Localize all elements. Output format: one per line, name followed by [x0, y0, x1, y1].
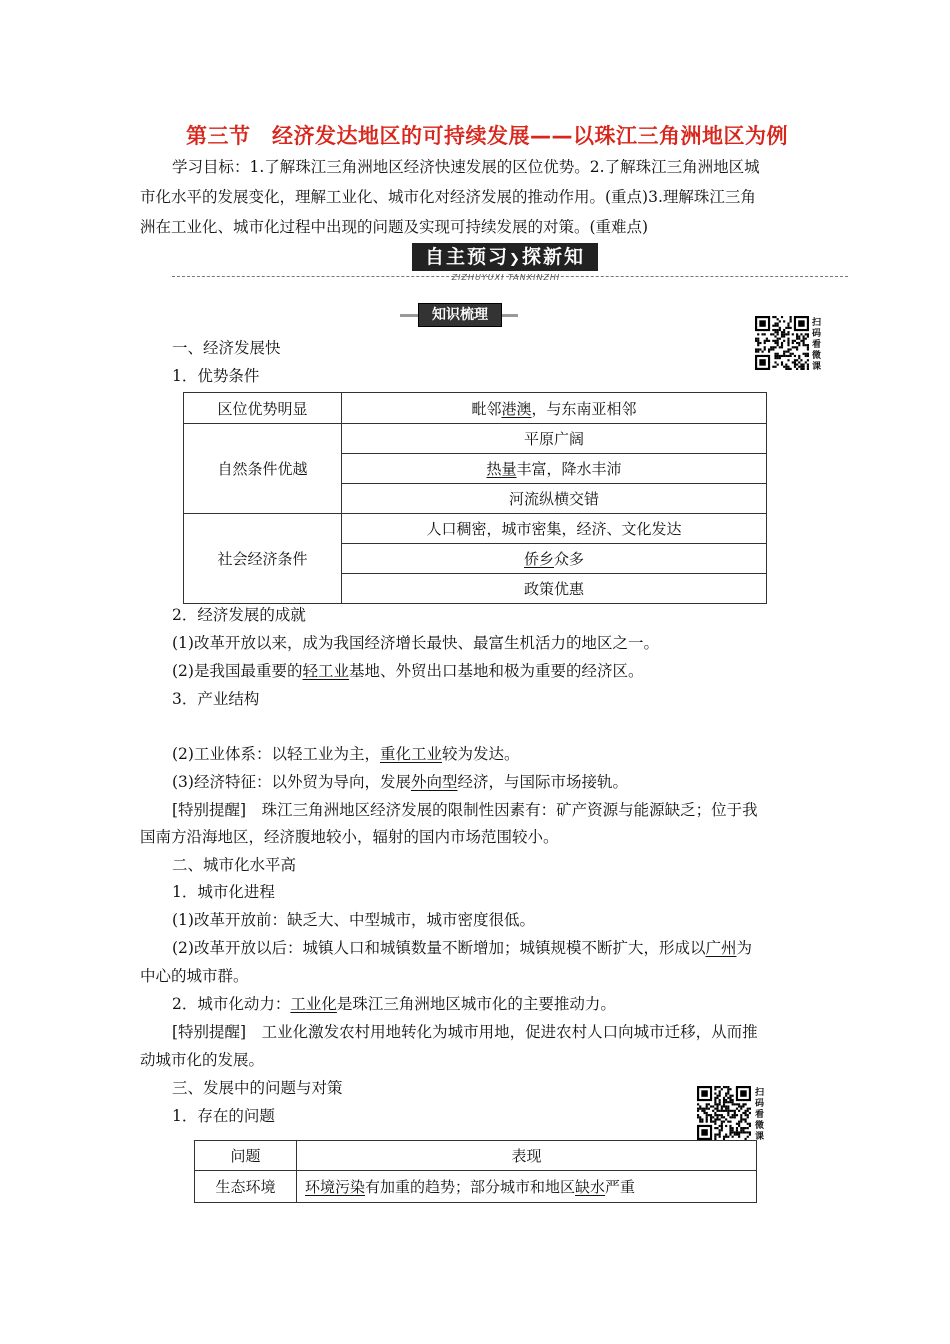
table-header-cell: 问题	[195, 1141, 297, 1171]
table-header-row	[195, 1141, 757, 1171]
table-row	[195, 1171, 757, 1203]
objectives-line-1: 学习目标：1.了解珠江三角洲地区经济快速发展的区位优势。2.了解珠江三角洲地区城	[172, 158, 760, 176]
s1-item-3: 3．产业结构	[172, 690, 260, 708]
s1-tip: [特别提醒] 珠江三角洲地区经济发展的限制性因素有：矿产资源与能源缺乏；位于我	[172, 801, 758, 819]
table-row	[184, 393, 767, 424]
objectives-line-3: 洲在工业化、城市化过程中出现的问题及实现可持续发展的对策。(重难点)	[140, 218, 649, 236]
s2-item-1: 1．城市化进程	[172, 883, 275, 901]
table-cell-value: 毗邻港澳，与东南亚相邻	[342, 393, 767, 424]
qr-label: 扫码看微课	[755, 1088, 765, 1142]
table-cell-label: 社会经济条件	[184, 514, 342, 604]
table-cell-value: 侨乡众多	[342, 544, 767, 574]
table-row	[184, 514, 767, 544]
banner-subtitle: ZIZHUYUXI TANXINZHI	[451, 273, 561, 282]
table-cell-value: 热量丰富，降水丰沛	[342, 454, 767, 484]
section-banner	[172, 243, 848, 283]
banner-title: 自主预习	[425, 246, 510, 268]
objectives-line-2: 市化水平的发展变化，理解工业化、城市化对经济发展的推动作用。(重点)3.理解珠江三角	[140, 188, 756, 206]
s1-para-2: (2)是我国最重要的轻工业基地、外贸出口基地和极为重要的经济区。	[172, 662, 644, 680]
s1-para-1: (1)改革开放以来，成为我国经济增长最快、最富生机活力的地区之一。	[172, 634, 659, 652]
s1-heading: 一、经济发展快	[172, 339, 281, 357]
s1-item-2: 2．经济发展的成就	[172, 606, 306, 624]
table-cell-value: 环境污染有加重的趋势；部分城市和地区缺水严重	[297, 1171, 757, 1203]
qr-code-icon[interactable]	[697, 1086, 751, 1140]
qr-code-icon[interactable]	[755, 316, 809, 370]
table-header-cell: 表现	[297, 1141, 757, 1171]
problems-table	[194, 1140, 757, 1203]
s2-tip: [特别提醒] 工业化激发农村用地转化为城市用地，促进农村人口向城市迁移，从而推	[172, 1023, 758, 1041]
s2-para-2-cont: 中心的城市群。	[140, 967, 249, 985]
banner-title-2: 探新知	[521, 246, 585, 268]
s1-para-3: (2)工业体系：以轻工业为主，重化工业较为发达。	[172, 745, 520, 763]
qr-label: 扫码看微课	[812, 318, 822, 372]
page-title: 第三节 经济发达地区的可持续发展——以珠江三角洲地区为例	[186, 124, 788, 148]
s1-item-1: 1．优势条件	[172, 367, 260, 385]
table-cell-label: 生态环境	[195, 1171, 297, 1203]
s1-tip-cont: 国南方沿海地区，经济腹地较小，辐射的国内市场范围较小。	[140, 828, 559, 846]
banner-box	[412, 243, 598, 271]
s2-para-1: (1)改革开放前：缺乏大、中型城市，城市密度很低。	[172, 911, 535, 929]
s3-item-1: 1．存在的问题	[172, 1107, 275, 1125]
s2-tip-cont: 动城市化的发展。	[140, 1051, 265, 1069]
s2-para-2: (2)改革开放以后：城镇人口和城镇数量不断增加；城镇规模不断扩大，形成以广州为	[172, 939, 752, 957]
s1-para-4: (3)经济特征：以外贸为导向，发展外向型经济，与国际市场接轨。	[172, 773, 628, 791]
s2-item-2: 2．城市化动力：工业化是珠江三角洲地区城市化的主要推动力。	[172, 995, 616, 1013]
table-cell-value: 河流纵横交错	[342, 484, 767, 514]
advantage-table	[183, 392, 767, 604]
table-cell-label: 自然条件优越	[184, 424, 342, 514]
banner-arrow-icon: ❯	[509, 252, 522, 267]
s2-heading: 二、城市化水平高	[172, 856, 297, 874]
knowledge-tag	[400, 303, 518, 327]
tag-label: 知识梳理	[418, 303, 502, 327]
table-cell-label: 区位优势明显	[184, 393, 342, 424]
table-cell-value: 人口稠密，城市密集，经济、文化发达	[342, 514, 767, 544]
table-cell-value: 政策优惠	[342, 574, 767, 604]
table-cell-value: 平原广阔	[342, 424, 767, 454]
s3-heading: 三、发展中的问题与对策	[172, 1079, 343, 1097]
table-row	[184, 424, 767, 454]
